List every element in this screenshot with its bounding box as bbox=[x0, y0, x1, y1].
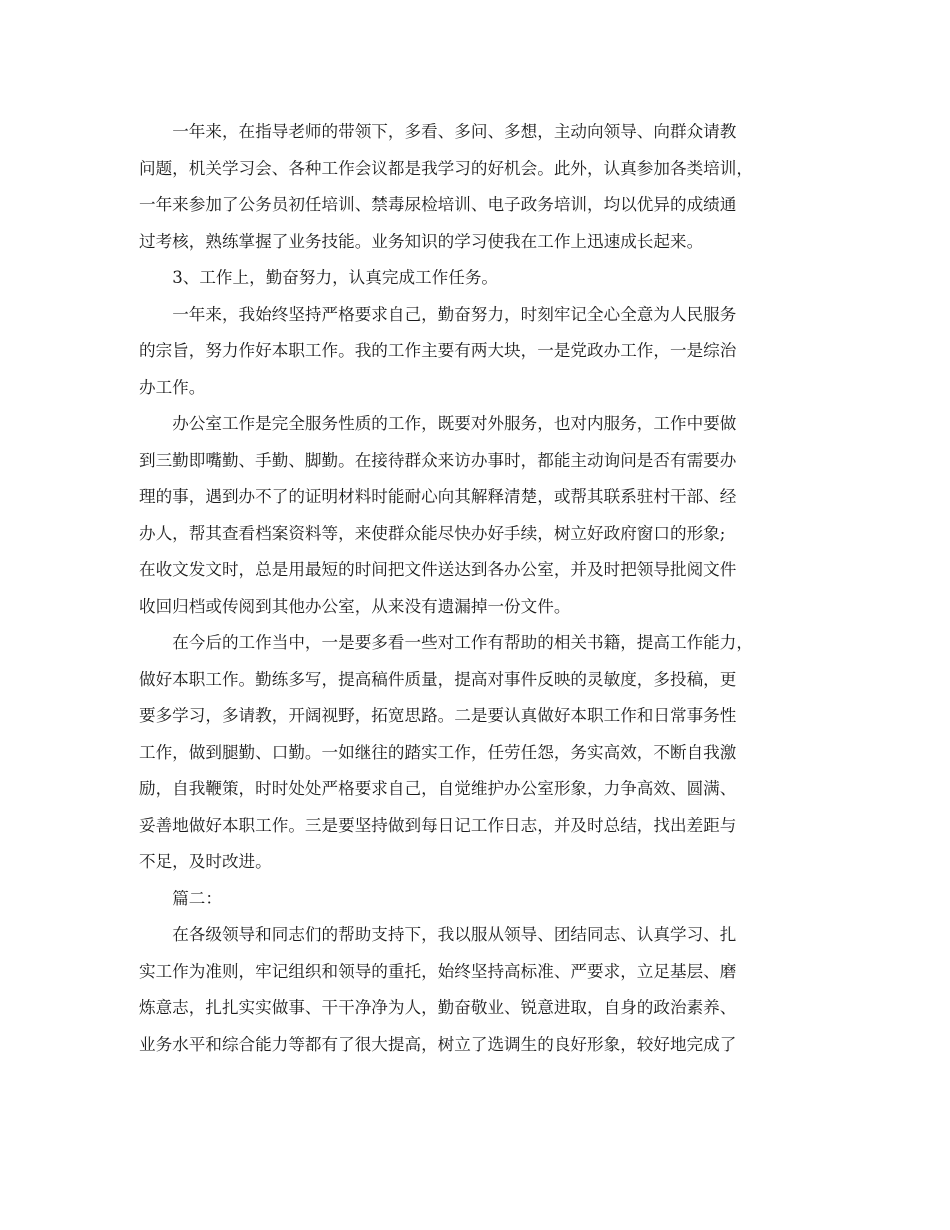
text-line: 过考核，熟练掌握了业务技能。业务知识的学习使我在工作上迅速成长起来。 bbox=[139, 231, 704, 251]
paragraph-future-plans bbox=[139, 625, 811, 881]
text-line: 在收文发文时，总是用最短的时间把文件送达到各办公室，并及时把领导批阅文件 bbox=[139, 560, 737, 579]
text-line: 在各级领导和同志们的帮助支持下，我以服从领导、团结同志、认真学习、扎 bbox=[172, 925, 737, 944]
text-line: 做好本职工作。勤练多写，提高稿件质量，提高对事件反映的灵敏度，多投稿，更 bbox=[139, 669, 737, 689]
paragraph-study-experience bbox=[139, 114, 811, 260]
text-line: 办人，帮其查看档案资料等，来使群众能尽快办好手续，树立好政府窗口的形象; bbox=[139, 523, 726, 543]
text-line: 炼意志，扎扎实实做事、干干净净为人，勤奋敬业、锐意进取，自身的政治素养、 bbox=[139, 998, 737, 1017]
text-line: 收回归档或传阅到其他办公室，从来没有遗漏掉一份文件。 bbox=[139, 596, 571, 616]
text-line: 的宗旨，努力作好本职工作。我的工作主要有两大块，一是党政办工作，一是综治 bbox=[139, 341, 737, 360]
paragraph-office-work bbox=[139, 406, 811, 625]
section-heading-part-two bbox=[139, 881, 811, 918]
text-line: 一年来，我始终坚持严格要求自己，勤奋努力，时刻牢记全心全意为人民服务 bbox=[172, 304, 737, 324]
text-line: 要多学习，多请教，开阔视野，拓宽思路。二是要认真做好本职工作和日常事务性 bbox=[139, 706, 737, 725]
section-heading-work bbox=[139, 260, 811, 297]
document-body bbox=[139, 114, 811, 1063]
paragraph-part-two-intro bbox=[139, 917, 811, 1063]
text-line: 问题，机关学习会、各种工作会议都是我学习的好机会。此外，认真参加各类培训， bbox=[139, 158, 753, 178]
text-line: 在今后的工作当中，一是要多看一些对工作有帮助的相关书籍，提高工作能力， bbox=[172, 633, 753, 652]
text-line: 励，自我鞭策，时时处处严格要求自己，自觉维护办公室形象，力争高效、圆满、 bbox=[139, 779, 737, 798]
text-line: 篇二： bbox=[172, 888, 222, 908]
text-line: 不足，及时改进。 bbox=[139, 852, 272, 871]
text-line: 理的事，遇到办不了的证明材料时能耐心向其解释清楚，或帮其联系驻村干部、经 bbox=[139, 487, 737, 506]
text-line: 办工作。 bbox=[139, 377, 206, 397]
text-line: 妥善地做好本职工作。三是要坚持做到每日记工作日志，并及时总结，找出差距与 bbox=[139, 815, 737, 835]
text-line: 办公室工作是完全服务性质的工作，既要对外服务，也对内服务，工作中要做 bbox=[172, 414, 737, 433]
text-line: 3、工作上，勤奋努力，认真完成工作任务。 bbox=[172, 268, 499, 287]
text-line: 工作，做到腿勤、口勤。一如继往的踏实工作，任劳任怨，务实高效，不断自我激 bbox=[139, 742, 737, 762]
text-line: 实工作为准则，牢记组织和领导的重托，始终坚持高标准、严要求，立足基层、磨 bbox=[139, 961, 737, 981]
text-line: 一年来，在指导老师的带领下，多看、多问、多想，主动向领导、向群众请教 bbox=[172, 122, 737, 141]
text-line: 一年来参加了公务员初任培训、禁毒尿检培训、电子政务培训，均以优异的成绩通 bbox=[139, 195, 737, 214]
paragraph-work-overview bbox=[139, 297, 811, 407]
text-line: 到三勤即嘴勤、手勤、脚勤。在接待群众来访办事时，都能主动询问是否有需要办 bbox=[139, 450, 737, 470]
text-line: 业务水平和综合能力等都有了很大提高，树立了选调生的良好形象，较好地完成了 bbox=[139, 1034, 737, 1054]
